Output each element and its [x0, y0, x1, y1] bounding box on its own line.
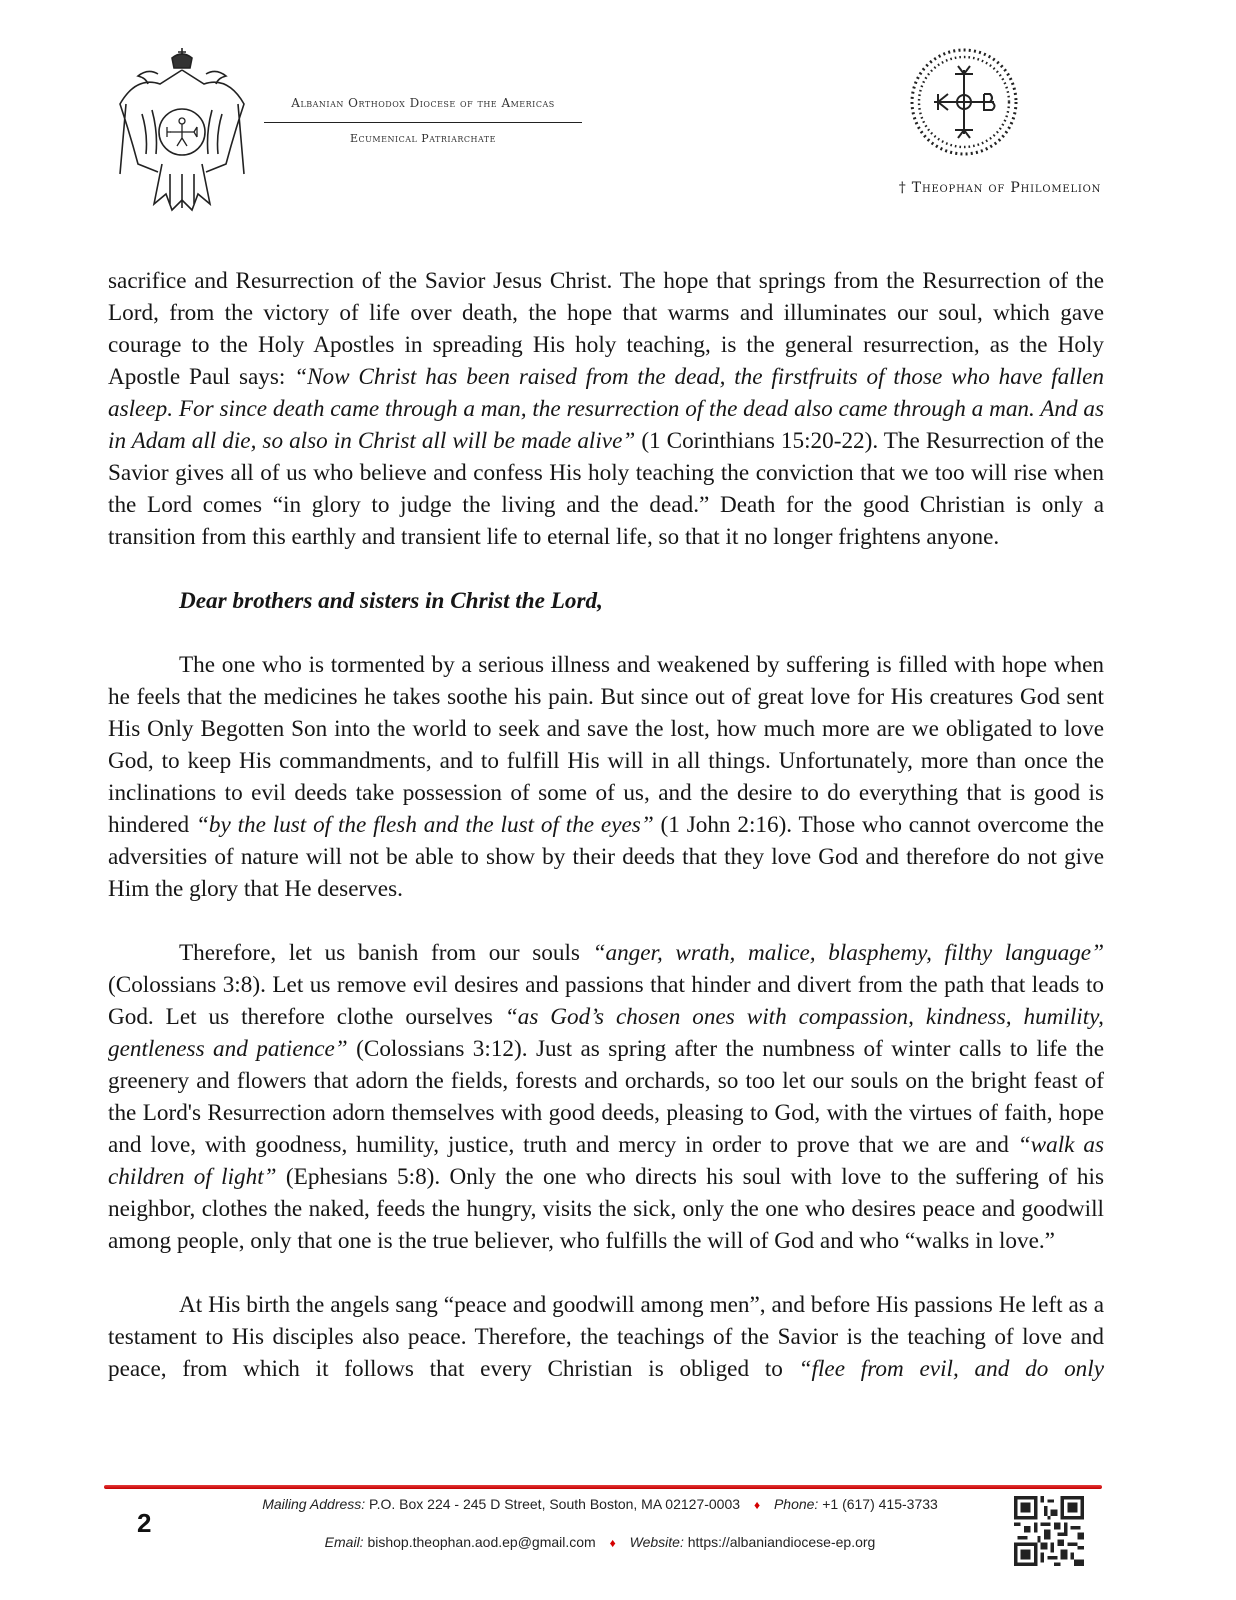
footer-contact-line-1 [180, 1496, 1020, 1512]
scripture-quote: “flee from evil, and do only [798, 1356, 1104, 1382]
paragraph-1: sacrifice and Resurrection of the Savior Jesus Christ. The hope that springs from the Resurrection of the Lord, from the victory of life over death, the hope that warms and illuminates our soul, which gave courage to the Holy Apostles in spreading His holy teaching, is the general resurrection, as the Holy Apostle Paul says: “Now Christ has been raised from the dead, the firstfruits of those who have fallen asleep. For since death came through a man, the resurrection of the dead also came through a man. And as in Adam all die, so also in Christ all will be made alive” (1 Corinthians 15:20-22). The Resurrection of the Savior gives all of us who believe and confess His holy teaching the conviction that we too will rise when the Lord comes “in glory to judge the living and the dead.” Death for the good Christian is only a transition from this earthly and transient life to eternal life, so that it no longer frightens anyone. [108, 268, 1105, 550]
email-label: Email: [324, 1534, 364, 1550]
scripture-quote: “by the lust of the flesh and the lust of the eyes” [195, 812, 654, 838]
salutation: Dear brothers and sisters in Christ the Lord, [179, 588, 603, 614]
footer-divider [104, 1485, 1102, 1489]
paragraph-4: At His birth the angels sang “peace and goodwill among men”, and before His passions He left as a testament to His disciples also peace. Therefore, the teachings of the Savior is the teaching of love and peace, from which it follows that every Christian is obliged to “flee from evil, and do only [108, 1292, 1104, 1382]
letter-body [108, 265, 1104, 1385]
qr-code-icon [1014, 1496, 1084, 1566]
page-number: 2 [137, 1508, 152, 1538]
diamond-separator-icon: ♦ [753, 1498, 761, 1512]
website-link[interactable]: https://albaniandiocese-ep.org [683, 1534, 876, 1550]
footer-contact-line-2 [180, 1534, 1020, 1550]
bishop-signature-title: † Theophan of Philomelion [898, 180, 1102, 196]
paragraph-2: The one who is tormented by a serious illness and weakened by suffering is filled with hope when he feels that the medicines he takes soothe his pain. But since out of great love for His creatures God sent His Only Begotten Son into the world to seek and save the lost, how much more are we obligated to love God, to keep His commandments, and to fulfill His will in all things. Unfortunately, more than once the inclinations to evil deeds take possession of some of us, and the desire to do everything that is good is hindered “by the lust of the flesh and the lust of the eyes” (1 John 2:16). Those who cannot overcome the adversities of nature will not be able to show by their deeds that they love God and therefore do not give Him the glory that He deserves. [108, 652, 1105, 902]
organization-header [264, 96, 582, 145]
double-headed-eagle-crest-icon [112, 44, 252, 220]
organization-subtitle: Ecumenical Patriarchate [350, 132, 496, 145]
scripture-quote: “anger, wrath, malice, blasphemy, filthy language” [592, 940, 1104, 966]
monogram-seal-icon [908, 46, 1020, 158]
paragraph-3: Therefore, let us banish from our souls “anger, wrath, malice, blasphemy, filthy language” (Colossians 3:8). Let us remove evil desires and passions that hinder and divert from the path that leads to God. Let us therefore clothe ourselves “as God’s chosen ones with compassion, kindness, humility, gentleness and patience” (Colossians 3:12). Just as spring after the numbness of winter calls to life the greenery and flowers that adorn the fields, forests and orchards, so too let our souls on the bright feast of the Lord's Resurrection adorn themselves with good deeds, pleasing to God, with the virtues of faith, hope and love, with goodness, humility, justice, truth and mercy in order to prove that we are and “walk as children of light” (Ephesians 5:8). Only the one who directs his soul with love to the suffering of his neighbor, clothes the naked, feeds the hungry, visits the sick, only the one who desires peace and goodwill among people, only that one is the true believer, who fulfills the will of God and who “walks in love.” [108, 940, 1104, 1254]
diamond-separator-icon: ♦ [609, 1536, 616, 1550]
scripture-quote: “as God’s chosen ones with compassion, kindness, humility, gentleness and patience” [108, 1004, 1104, 1062]
website-label: Website: [629, 1534, 684, 1550]
scripture-quote: “walk as children of light” [108, 1132, 1104, 1190]
email-link[interactable]: bishop.theophan.aod.ep@gmail.com [363, 1534, 596, 1550]
organization-name: Albanian Orthodox Diocese of the Americas [264, 96, 582, 123]
phone-label: Phone: [773, 1496, 819, 1512]
phone-value: +1 (617) 415-3733 [818, 1496, 938, 1512]
mailing-address-value: P.O. Box 224 - 245 D Street, South Boston, MA 02127-0003 [365, 1496, 741, 1512]
scripture-quote: “Now Christ has been raised from the dead, the firstfruits of those who have fallen asleep. For since death came through a man, the resurrection of the dead also came through a man. And as in Adam all die, so also in Christ all will be made alive” [108, 364, 1104, 454]
mailing-address-label: Mailing Address: [262, 1496, 366, 1512]
